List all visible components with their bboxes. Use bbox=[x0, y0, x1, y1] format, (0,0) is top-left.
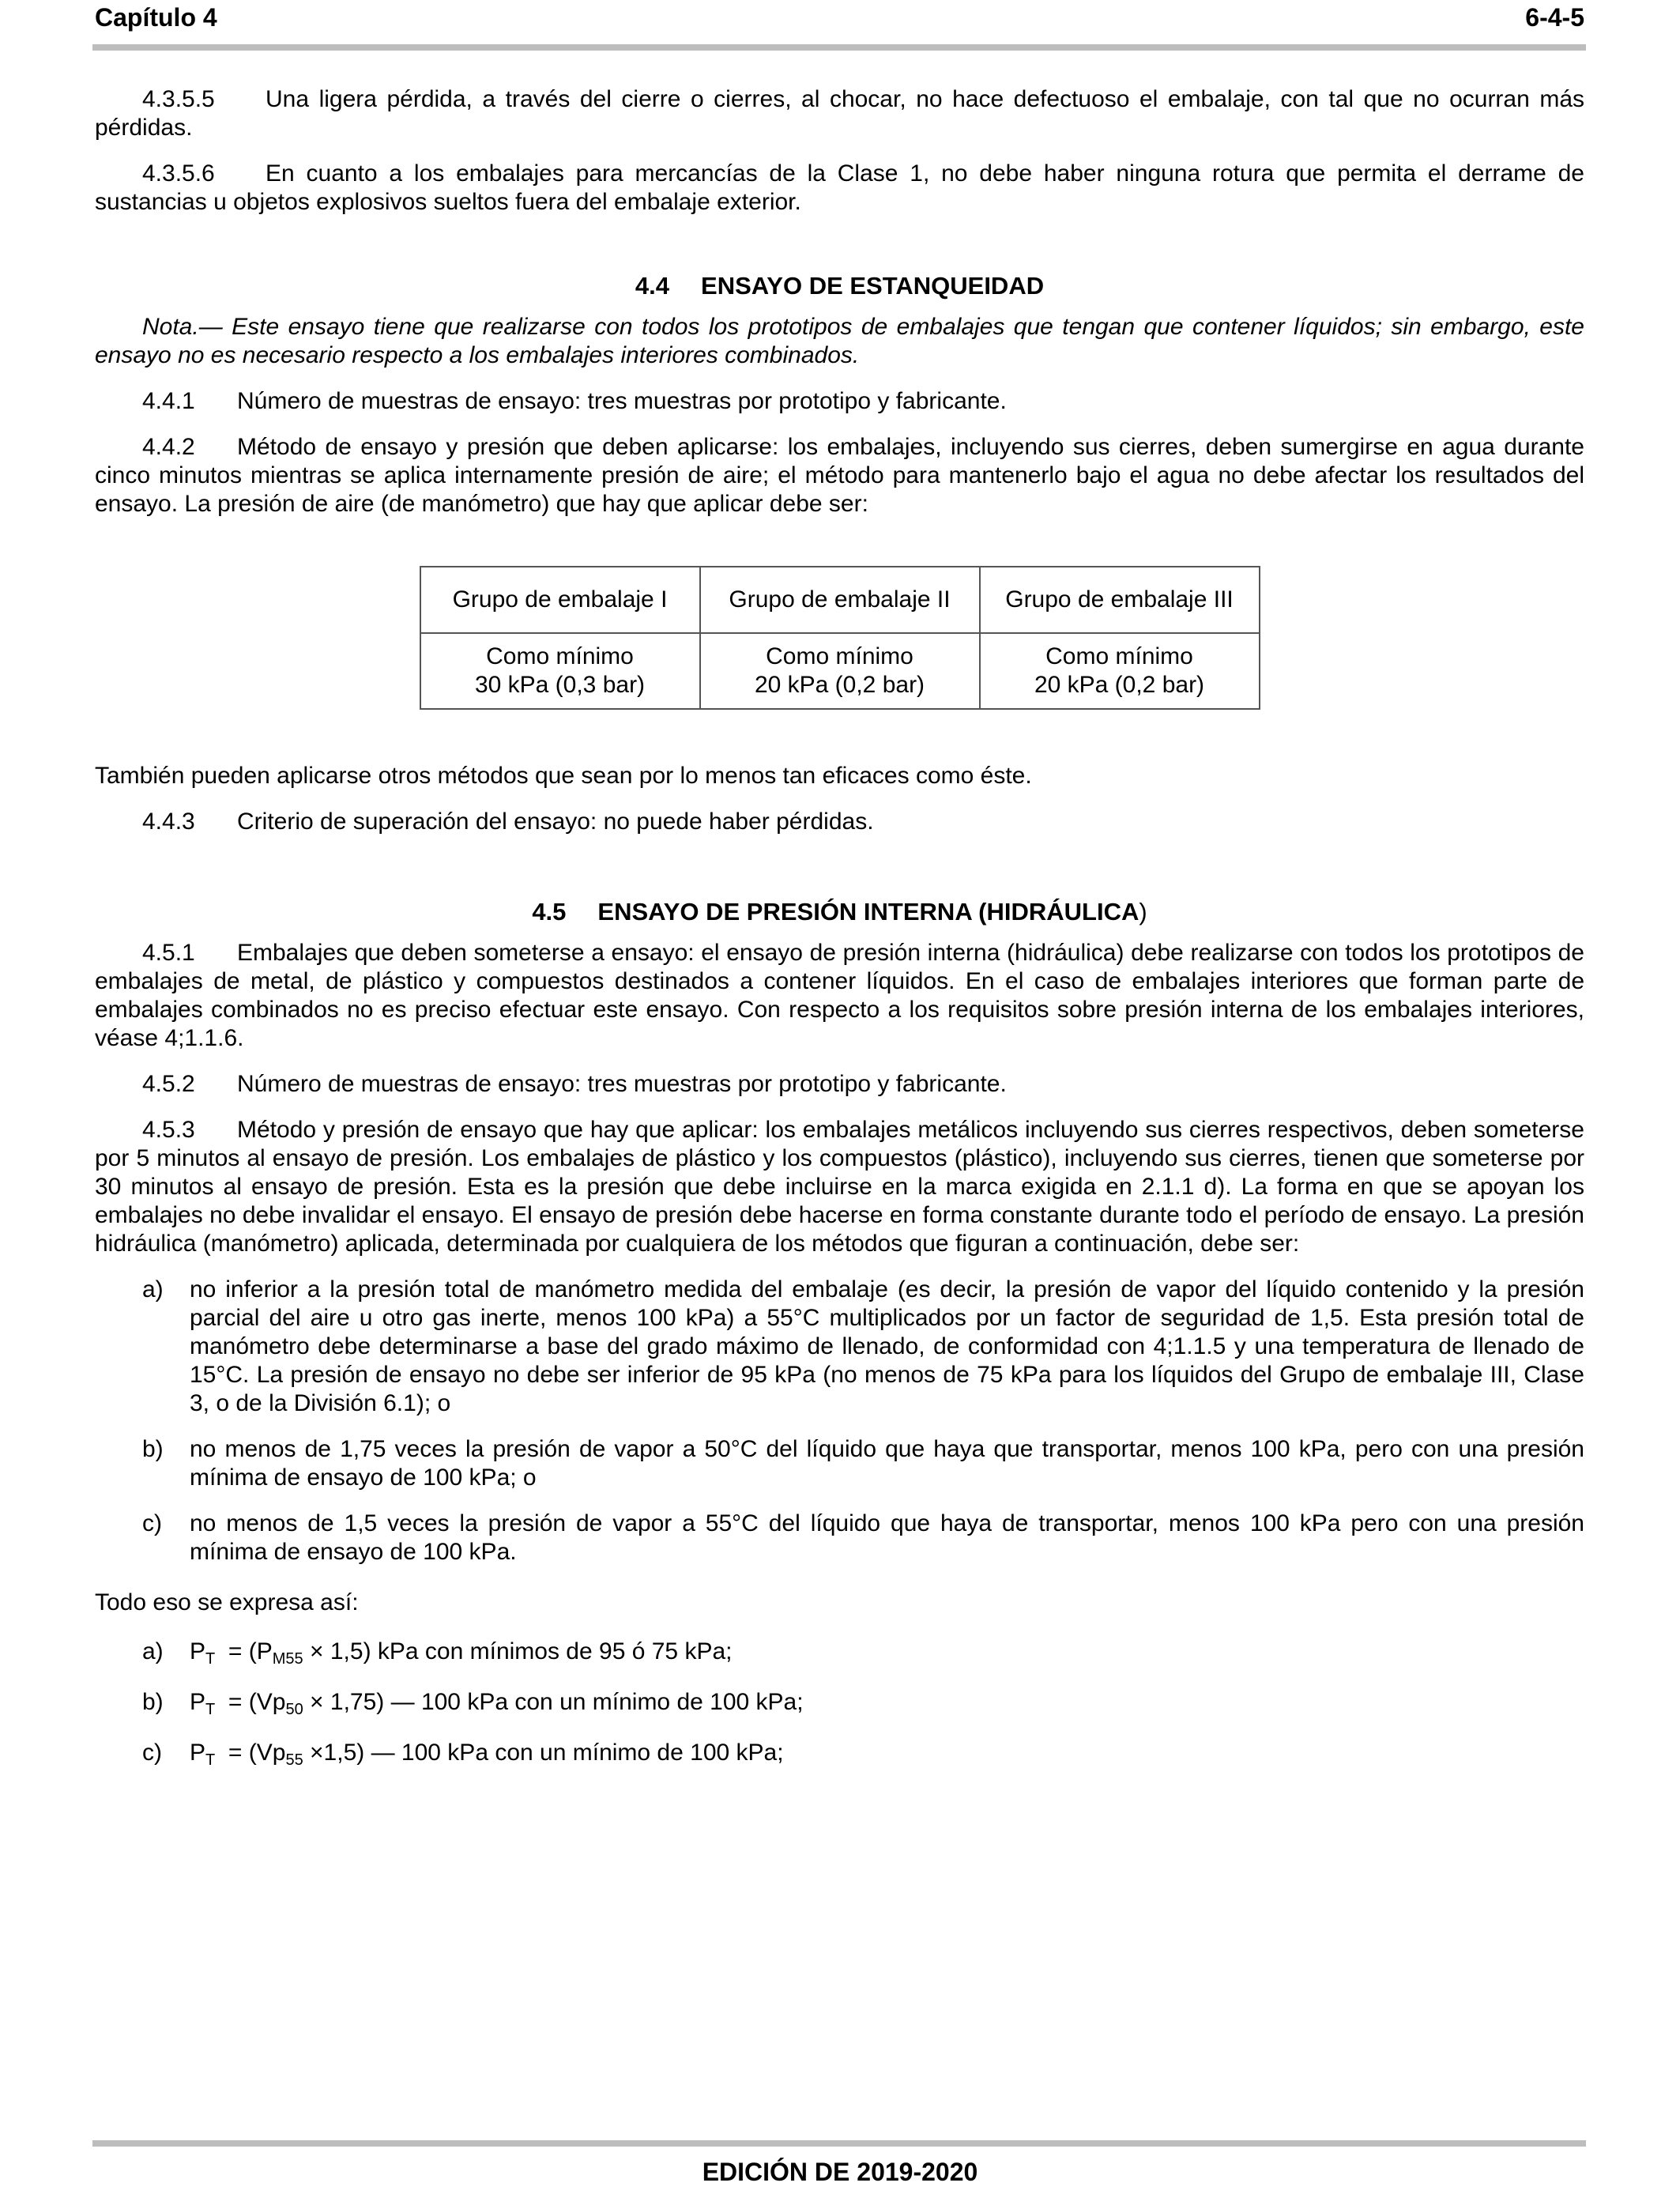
formula-label: a) bbox=[142, 1638, 164, 1664]
paragraph-4-4-2 bbox=[95, 433, 1584, 518]
section-number: 4.5 bbox=[532, 898, 567, 925]
chapter-label: Capítulo 4 bbox=[95, 3, 217, 32]
section-title: ENSAYO DE PRESIÓN INTERNA (HIDRÁULICA bbox=[597, 898, 1139, 925]
paragraph-number: 4.4.3 bbox=[142, 809, 195, 835]
paragraph-text: Número de muestras de ensayo: tres muestras por prototipo y fabricante. bbox=[237, 388, 1007, 414]
list-label: c) bbox=[142, 1510, 162, 1536]
paragraph-4-5-2 bbox=[95, 1070, 1584, 1099]
table-cell bbox=[980, 633, 1260, 709]
formula-symbol: P bbox=[190, 1638, 206, 1664]
section-title: ENSAYO DE ESTANQUEIDAD bbox=[701, 272, 1045, 300]
paragraph-number: 4.4.2 bbox=[142, 434, 195, 460]
paragraph-text: Embalajes que deben someterse a ensayo: el ensayo de presión interna (hidráulica) debe realizarse con todos los prototipos de embalajes de metal, de plástico y compuestos destinados a contener líquidos. En el caso de embalajes interiores que forman parte de embalajes combinados no es preciso efectuar este ensayo. Con respecto a los requisitos sobre presión interna de los embalajes interiores, véase 4;1.1.6. bbox=[95, 940, 1584, 1051]
after-table-text: También pueden aplicarse otros métodos que sean por lo menos tan eficaces como éste. bbox=[95, 763, 1032, 789]
paragraph-number: 4.3.5.6 bbox=[142, 160, 215, 187]
formula-b bbox=[95, 1688, 1584, 1717]
page-header bbox=[95, 0, 1584, 47]
formula-symbol: P bbox=[190, 1740, 206, 1766]
formula-label: c) bbox=[142, 1740, 162, 1766]
paragraph-number: 4.4.1 bbox=[142, 388, 195, 414]
paragraph-number: 4.5.2 bbox=[142, 1071, 195, 1097]
paragraph-text: Número de muestras de ensayo: tres muestras por prototipo y fabricante. bbox=[237, 1071, 1007, 1097]
page-number: 6-4-5 bbox=[1525, 3, 1584, 32]
table-cell bbox=[700, 633, 980, 709]
formula-symbol: P bbox=[190, 1689, 206, 1715]
list-label: b) bbox=[142, 1436, 164, 1462]
formula-subscript: M55 bbox=[272, 1650, 303, 1668]
cell-line: 20 kPa (0,2 bar) bbox=[1034, 672, 1205, 698]
page-content bbox=[95, 85, 1584, 1767]
table-header-row bbox=[420, 567, 1260, 633]
paragraph-4-3-5-6 bbox=[95, 160, 1584, 217]
cell-line: Como mínimo bbox=[1045, 643, 1193, 669]
paragraph-number: 4.5.3 bbox=[142, 1117, 195, 1143]
table-header-cell: Grupo de embalaje I bbox=[420, 567, 700, 633]
cell-line: Como mínimo bbox=[486, 643, 634, 669]
table-header-cell: Grupo de embalaje II bbox=[700, 567, 980, 633]
formula-subscript: 50 bbox=[285, 1701, 303, 1718]
list-item-c bbox=[95, 1510, 1584, 1566]
list-text: no inferior a la presión total de manómetro medida del embalaje (es decir, la presión de vapor del líquido contenido y la presión parcial del aire u otro gas inerte, menos 100 kPa) a 55°C multiplicados por un factor de seguridad de 1,5. Esta presión total de manómetro debe determinarse a base del grado máximo de llenado, de conformidad con 4;1.1.5 y una temperatura de llenado de 15°C. La presión de ensayo no debe ser inferior de 95 kPa (no menos de 75 kPa para los líquidos del Grupo de embalaje III, Clase 3, o de la División 6.1); o bbox=[190, 1276, 1584, 1416]
formula-subscript: T bbox=[205, 1701, 216, 1718]
section-heading-4-5 bbox=[95, 898, 1584, 926]
table-header-cell: Grupo de embalaje III bbox=[980, 567, 1260, 633]
cell-line: 20 kPa (0,2 bar) bbox=[754, 672, 925, 698]
paragraph-4-4-1 bbox=[95, 387, 1584, 416]
list-item-b bbox=[95, 1435, 1584, 1492]
paragraph-text: Método y presión de ensayo que hay que aplicar: los embalajes metálicos incluyendo sus cierres respectivos, deben someterse por 5 minutos al ensayo de presión. Los embalajes de plástico y los compuestos (plástico), incluyendo sus cierres, tienen que someterse por 30 minutos al ensayo de presión. Esta es la presión que debe incluirse en la marca exigida en 2.1.1 d). La forma en que se apoyan los embalajes no debe invalidar el ensayo. El ensayo de presión debe hacerse en forma constante durante todo el período de ensayo. La presión hidráulica (manómetro) aplicada, determinada por cualquiera de los métodos que figuran a continuación, debe ser: bbox=[95, 1117, 1584, 1257]
note-paragraph: Nota.— Este ensayo tiene que realizarse con todos los prototipos de embalajes que tengan que contener líquidos; sin embargo, este ensayo no es necesario respecto a los embalajes interiores combinados. bbox=[95, 314, 1584, 368]
paragraph-text: Una ligera pérdida, a través del cierre o cierres, al chocar, no hace defectuoso el embalaje, con tal que no ocurran más pérdidas. bbox=[95, 86, 1584, 141]
section-title-end: ) bbox=[1139, 898, 1147, 925]
formula-eq: = (P bbox=[228, 1638, 273, 1664]
list-item-a bbox=[95, 1276, 1584, 1418]
formula-c bbox=[95, 1739, 1584, 1767]
table-row bbox=[420, 633, 1260, 709]
formula-subscript: T bbox=[205, 1751, 216, 1769]
formula-rest: ×1,5) — 100 kPa con un mínimo de 100 kPa; bbox=[303, 1740, 784, 1766]
pressure-table bbox=[420, 566, 1260, 710]
section-number: 4.4 bbox=[635, 272, 670, 300]
formula-rest: × 1,75) — 100 kPa con un mínimo de 100 kPa; bbox=[303, 1689, 804, 1715]
formula-subscript: 55 bbox=[285, 1751, 303, 1769]
header-divider bbox=[92, 44, 1586, 51]
list-text: no menos de 1,5 veces la presión de vapor a 55°C del líquido que haya de transportar, menos 100 kPa pero con una presión mínima de ensayo de 100 kPa. bbox=[190, 1510, 1584, 1565]
formula-rest: × 1,5) kPa con mínimos de 95 ó 75 kPa; bbox=[303, 1638, 733, 1664]
paragraph-4-3-5-5 bbox=[95, 85, 1584, 142]
list-label: a) bbox=[142, 1276, 164, 1302]
paragraph-number: 4.3.5.5 bbox=[142, 86, 215, 112]
paragraph-text: En cuanto a los embalajes para mercancías de la Clase 1, no debe haber ninguna rotura que permita el derrame de sustancias u objetos explosivos sueltos fuera del embalaje exterior. bbox=[95, 160, 1584, 215]
cell-line: 30 kPa (0,3 bar) bbox=[474, 672, 646, 698]
table-cell bbox=[420, 633, 700, 709]
paragraph-4-5-1 bbox=[95, 939, 1584, 1053]
paragraph-4-5-3 bbox=[95, 1116, 1584, 1258]
section-heading-4-4 bbox=[95, 272, 1584, 300]
list-text: no menos de 1,75 veces la presión de vapor a 50°C del líquido que haya que transportar, menos 100 kPa, pero con una presión mínima de ensayo de 100 kPa; o bbox=[190, 1436, 1584, 1491]
formula-subscript: T bbox=[205, 1650, 216, 1668]
summary-text: Todo eso se expresa así: bbox=[95, 1589, 359, 1615]
formula-label: b) bbox=[142, 1689, 164, 1715]
edition-footer: EDICIÓN DE 2019-2020 bbox=[702, 2158, 978, 2186]
paragraph-number: 4.5.1 bbox=[142, 940, 195, 966]
paragraph-text: Criterio de superación del ensayo: no puede haber pérdidas. bbox=[237, 809, 874, 835]
paragraph-text: Método de ensayo y presión que deben aplicarse: los embalajes, incluyendo sus cierres, deben sumergirse en agua durante cinco minutos mientras se aplica internamente presión de aire; el método para mantenerlo bajo el agua no debe afectar los resultados del ensayo. La presión de aire (de manómetro) que hay que aplicar debe ser: bbox=[95, 434, 1584, 517]
formula-eq: = (Vp bbox=[228, 1689, 286, 1715]
footer-divider bbox=[92, 2140, 1586, 2147]
formula-eq: = (Vp bbox=[228, 1740, 286, 1766]
formula-a bbox=[95, 1638, 1584, 1666]
pressure-table-wrapper bbox=[95, 566, 1584, 710]
cell-line: Como mínimo bbox=[766, 643, 913, 669]
paragraph-4-4-3 bbox=[95, 808, 1584, 836]
